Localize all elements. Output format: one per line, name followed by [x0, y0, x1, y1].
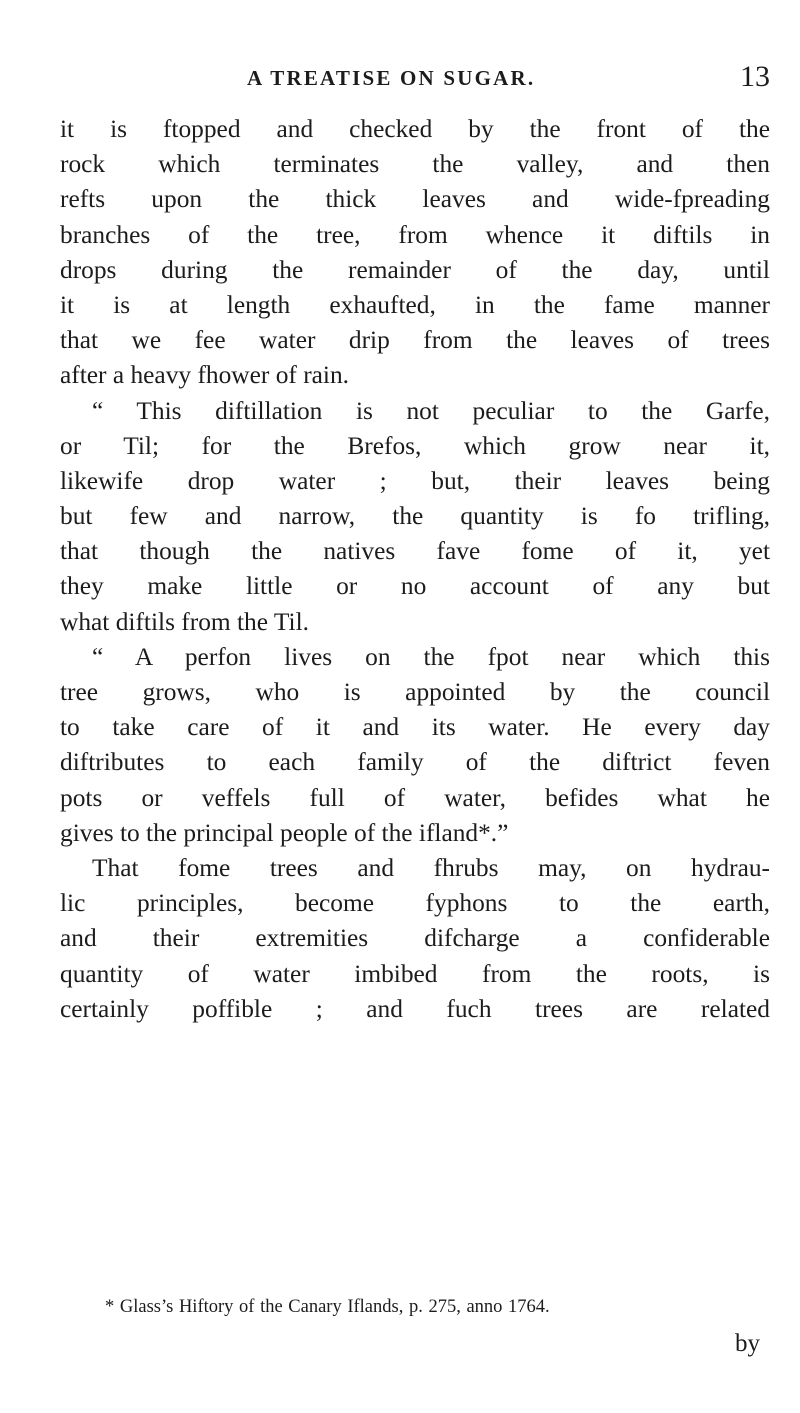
text-line: it is at length exhaufted, in the fame manner [60, 290, 770, 319]
text-line: lic principles, become fyphons to the earth, [60, 889, 770, 918]
text-line: that though the natives fave fome of it, yet [60, 537, 770, 566]
text-line: what diftils from the Til. [60, 607, 309, 636]
text-line: after a heavy fhower of rain. [60, 361, 350, 390]
text-line: “ A perfon lives on the fpot near which this [92, 642, 770, 671]
text-line: “ This diftillation is not peculiar to the Garfe, [92, 396, 770, 425]
text-line: that we fee water drip from the leaves of trees [60, 326, 770, 355]
text-line: and their extremities difcharge a confiderable [60, 924, 770, 953]
running-title: A TREATISE ON SUGAR. [247, 66, 536, 90]
text-line: refts upon the thick leaves and wide-fpreading [60, 185, 770, 214]
text-line: pots or veffels full of water, befides what he [60, 783, 770, 812]
text-line: quantity of water imbibed from the roots, is [60, 959, 770, 988]
page-header [0, 60, 800, 100]
text-line: they make little or no account of any but [60, 572, 770, 601]
text-line: or Til; for the Brefos, which grow near it, [60, 431, 770, 460]
text-line: likewife drop water ; but, their leaves being [60, 466, 770, 495]
text-line: but few and narrow, the quantity is fo trifling, [60, 502, 770, 531]
text-line: it is ftopped and checked by the front of the [60, 115, 770, 143]
body-text [60, 112, 770, 1027]
text-line: tree grows, who is appointed by the council [60, 678, 770, 706]
text-line: That fome trees and fhrubs may, on hydrau- [92, 853, 770, 882]
text-line: to take care of it and its water. He every day [60, 713, 770, 742]
page-number: 13 [740, 60, 770, 93]
text-line: gives to the principal people of the ifland*.” [60, 818, 509, 847]
text-line: certainly poffible ; and fuch trees are related [60, 994, 770, 1023]
footnote: * Glass’s Hiftory of the Canary Iflands, p. 275, anno 1764. [105, 1297, 550, 1317]
text-line: rock which terminates the valley, and then [60, 150, 770, 179]
text-line: diftributes to each family of the diftrict feven [60, 748, 770, 777]
catchword: by [735, 1330, 760, 1357]
text-line: drops during the remainder of the day, until [60, 255, 770, 284]
text-line: branches of the tree, from whence it diftils in [60, 220, 770, 249]
